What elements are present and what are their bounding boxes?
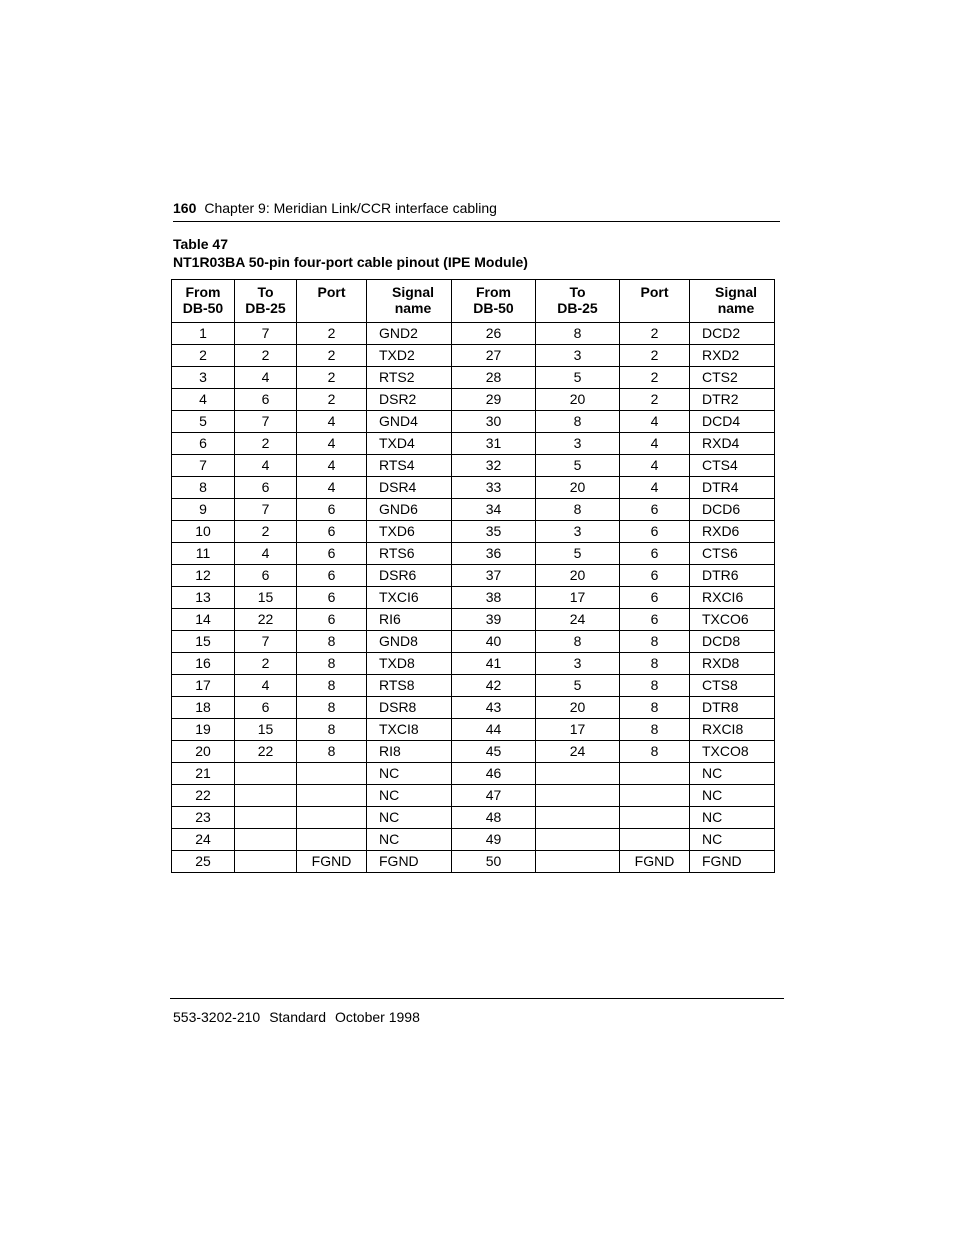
table-cell: 45 [452,741,536,763]
table-cell: 41 [452,653,536,675]
table-cell: 6 [297,521,367,543]
table-cell [536,851,620,873]
pinout-table [171,279,775,873]
table-cell: RTS6 [367,543,452,565]
table-cell: RXD4 [690,433,775,455]
table-cell: 6 [620,565,690,587]
column-header [452,280,536,323]
column-header-line: From [185,284,221,300]
table-cell: NC [367,807,452,829]
table-cell: 26 [452,323,536,345]
table-cell: RI6 [367,609,452,631]
table-cell: 8 [297,631,367,653]
table-cell: 5 [172,411,235,433]
table-cell: 2 [620,323,690,345]
table-row [172,587,775,609]
table-cell: GND6 [367,499,452,521]
table-cell: RXD8 [690,653,775,675]
table-cell: 6 [297,609,367,631]
table-cell: RXCI8 [690,719,775,741]
table-cell: 4 [297,477,367,499]
table-cell: 24 [172,829,235,851]
table-cell: 2 [235,653,297,675]
table-cell: 7 [235,323,297,345]
table-cell: RTS2 [367,367,452,389]
column-header [235,280,297,323]
table-cell: DCD4 [690,411,775,433]
table-cell: NC [367,829,452,851]
table-cell [620,829,690,851]
table-cell: 24 [536,741,620,763]
table-cell: 11 [172,543,235,565]
column-header-line: Port [640,284,669,300]
table-cell: DSR8 [367,697,452,719]
table-cell: 5 [536,675,620,697]
table-cell: 8 [620,719,690,741]
column-header-line: DB-50 [182,300,224,316]
table-cell: GND2 [367,323,452,345]
table-cell: 48 [452,807,536,829]
table-cell: 8 [620,675,690,697]
table-cell: 15 [172,631,235,653]
table-cell: 38 [452,587,536,609]
table-cell: 20 [536,697,620,719]
table-row [172,389,775,411]
table-cell: 6 [235,477,297,499]
table-cell: DTR6 [690,565,775,587]
table-cell: 22 [172,785,235,807]
table-row [172,345,775,367]
table-cell: 20 [536,565,620,587]
table-cell: 17 [536,719,620,741]
table-cell: 33 [452,477,536,499]
table-cell: GND4 [367,411,452,433]
table-cell [297,829,367,851]
table-cell: 6 [620,609,690,631]
table-cell: RTS4 [367,455,452,477]
table-cell: 8 [620,697,690,719]
table-cell: 10 [172,521,235,543]
table-cell: 15 [235,719,297,741]
table-cell: 8 [297,653,367,675]
table-cell: 19 [172,719,235,741]
table-cell: 2 [620,367,690,389]
column-header-line: Signal [714,284,757,300]
table-row [172,367,775,389]
table-cell: 47 [452,785,536,807]
table-cell: 8 [297,697,367,719]
chapter-title: Chapter 9: Meridian Link/CCR interface cabling [204,200,497,216]
doc-date: October 1998 [335,1009,420,1025]
table-cell: 3 [536,653,620,675]
table-cell: 9 [172,499,235,521]
table-cell: DTR8 [690,697,775,719]
table-cell: NC [690,807,775,829]
column-header-line: DB-50 [473,300,514,316]
table-cell: 6 [620,521,690,543]
table-cell: 2 [235,521,297,543]
table-cell [297,807,367,829]
table-cell: 17 [536,587,620,609]
table-cell: 4 [297,411,367,433]
table-cell: 3 [536,345,620,367]
table-cell: 2 [297,345,367,367]
table-cell: 16 [172,653,235,675]
table-row [172,785,775,807]
column-header-line: To [569,284,586,300]
table-cell: 6 [235,565,297,587]
table-cell: 4 [297,455,367,477]
column-header-line: Port [317,284,346,300]
table-cell: 5 [536,543,620,565]
table-cell: 8 [297,675,367,697]
table-cell: 8 [536,323,620,345]
table-cell: 42 [452,675,536,697]
table-row [172,675,775,697]
table-cell: 28 [452,367,536,389]
table-cell: 2 [235,345,297,367]
table-cell: 2 [620,345,690,367]
table-cell: 17 [172,675,235,697]
table-cell: 35 [452,521,536,543]
table-cell: DTR4 [690,477,775,499]
table-cell: DSR2 [367,389,452,411]
column-header [367,280,452,323]
table-cell: DSR4 [367,477,452,499]
table-cell: DSR6 [367,565,452,587]
table-cell: 3 [536,433,620,455]
table-cell: RTS8 [367,675,452,697]
table-row [172,323,775,345]
column-header-line: name [717,300,755,316]
table-cell: 20 [172,741,235,763]
table-cell: FGND [620,851,690,873]
table-row [172,411,775,433]
table-row [172,433,775,455]
table-cell: 4 [297,433,367,455]
table-cell: 4 [235,675,297,697]
table-cell: FGND [690,851,775,873]
table-cell: 5 [536,367,620,389]
column-header-line: DB-25 [557,300,598,316]
table-cell: DCD2 [690,323,775,345]
table-cell [297,785,367,807]
table-cell: 6 [620,543,690,565]
table-cell: 20 [536,389,620,411]
table-cell: FGND [297,851,367,873]
table-cell: 31 [452,433,536,455]
table-cell [235,829,297,851]
table-cell: TXCI6 [367,587,452,609]
column-header-line: Signal [391,284,434,300]
table-row [172,543,775,565]
table-cell: 44 [452,719,536,741]
table-cell: 5 [536,455,620,477]
table-cell: TXD6 [367,521,452,543]
table-cell: 6 [235,697,297,719]
table-cell: 8 [620,653,690,675]
table-row [172,829,775,851]
footer-rule [170,998,784,999]
table-cell: 8 [172,477,235,499]
table-cell: 43 [452,697,536,719]
table-row [172,851,775,873]
table-cell: 15 [235,587,297,609]
table-cell: 29 [452,389,536,411]
table-cell: 4 [172,389,235,411]
doc-status: Standard [269,1009,327,1025]
table-cell: 24 [536,609,620,631]
table-header-row [172,280,775,323]
table-cell: 46 [452,763,536,785]
table-cell: NC [690,829,775,851]
table-cell: 50 [452,851,536,873]
table-cell: 4 [235,543,297,565]
column-header [690,280,775,323]
table-cell: 4 [235,367,297,389]
table-cell: NC [367,763,452,785]
table-cell [235,763,297,785]
table-cell: 2 [172,345,235,367]
table-cell: 4 [620,433,690,455]
table-cell: FGND [367,851,452,873]
table-cell [235,851,297,873]
table-cell: 2 [297,323,367,345]
table-cell: 3 [172,367,235,389]
table-cell: 8 [536,631,620,653]
table-cell: 8 [536,499,620,521]
table-cell: 18 [172,697,235,719]
column-header [620,280,690,323]
table-cell: 2 [620,389,690,411]
table-cell: 4 [620,455,690,477]
table-cell: 39 [452,609,536,631]
table-row [172,807,775,829]
table-cell: 36 [452,543,536,565]
table-cell: 4 [235,455,297,477]
table-cell: 6 [297,565,367,587]
table-cell: 7 [235,499,297,521]
table-cell: 21 [172,763,235,785]
table-label: Table 47 [173,236,228,252]
column-header-line: name [394,300,432,316]
table-row [172,763,775,785]
table-cell: 14 [172,609,235,631]
table-cell: 8 [536,411,620,433]
table-cell: 6 [172,433,235,455]
table-cell [620,763,690,785]
table-row [172,477,775,499]
table-cell: 2 [297,389,367,411]
table-title: NT1R03BA 50-pin four-port cable pinout (IPE Module) [173,254,528,270]
table-cell: 7 [172,455,235,477]
table-cell: RXCI6 [690,587,775,609]
table-cell: TXCO8 [690,741,775,763]
table-cell: 30 [452,411,536,433]
table-cell: NC [690,785,775,807]
table-cell: TXD8 [367,653,452,675]
table-cell: 8 [620,631,690,653]
table-cell: RXD6 [690,521,775,543]
table-cell: 6 [620,499,690,521]
table-row [172,565,775,587]
table-cell: 22 [235,741,297,763]
table-cell: NC [690,763,775,785]
table-row [172,609,775,631]
table-body [172,323,775,873]
table-cell [536,807,620,829]
table-cell: RXD2 [690,345,775,367]
table-cell: TXD4 [367,433,452,455]
table-cell: 49 [452,829,536,851]
table-cell [536,829,620,851]
table-cell: 7 [235,411,297,433]
column-header-line: From [476,284,511,300]
table-row [172,741,775,763]
column-header-line: DB-25 [245,300,286,316]
table-cell: NC [367,785,452,807]
table-cell: 2 [235,433,297,455]
table-cell [235,785,297,807]
table-cell: 4 [620,477,690,499]
table-cell: CTS4 [690,455,775,477]
table-row [172,653,775,675]
table-row [172,521,775,543]
table-cell: CTS2 [690,367,775,389]
table-cell: 20 [536,477,620,499]
table-row [172,719,775,741]
table-cell: TXCI8 [367,719,452,741]
table-cell: 1 [172,323,235,345]
table-cell [297,763,367,785]
table-cell: 6 [235,389,297,411]
table-cell: 37 [452,565,536,587]
table-cell: 34 [452,499,536,521]
table-cell: TXD2 [367,345,452,367]
table-cell: 23 [172,807,235,829]
page-number: 160 [173,200,197,216]
column-header-line: To [257,284,274,300]
table-cell: 4 [620,411,690,433]
table-cell: DTR2 [690,389,775,411]
column-header [536,280,620,323]
table-row [172,697,775,719]
table-cell: 8 [620,741,690,763]
table-cell: 6 [297,543,367,565]
table-cell: 22 [235,609,297,631]
page-footer [173,1008,429,1026]
table-row [172,631,775,653]
table-cell [235,807,297,829]
table-cell: CTS8 [690,675,775,697]
column-header [297,280,367,323]
table-cell: TXCO6 [690,609,775,631]
table-cell: 32 [452,455,536,477]
column-header [172,280,235,323]
table-cell: 8 [297,741,367,763]
table-cell: 6 [297,499,367,521]
table-cell: GND8 [367,631,452,653]
table-cell: 2 [297,367,367,389]
table-cell: 13 [172,587,235,609]
table-cell [620,785,690,807]
table-cell: 12 [172,565,235,587]
table-cell: RI8 [367,741,452,763]
table-cell: 6 [620,587,690,609]
table-cell: 8 [297,719,367,741]
table-row [172,455,775,477]
page-header [173,199,780,222]
table-cell: 7 [235,631,297,653]
table-cell: DCD6 [690,499,775,521]
table-cell: 27 [452,345,536,367]
table-cell: 40 [452,631,536,653]
doc-number: 553-3202-210 [173,1009,261,1025]
table-cell: CTS6 [690,543,775,565]
table-cell: 25 [172,851,235,873]
table-cell: 3 [536,521,620,543]
table-cell [620,807,690,829]
table-cell: DCD8 [690,631,775,653]
table-cell: 6 [297,587,367,609]
table-cell [536,763,620,785]
table-row [172,499,775,521]
table-cell [536,785,620,807]
table-caption [173,235,528,271]
